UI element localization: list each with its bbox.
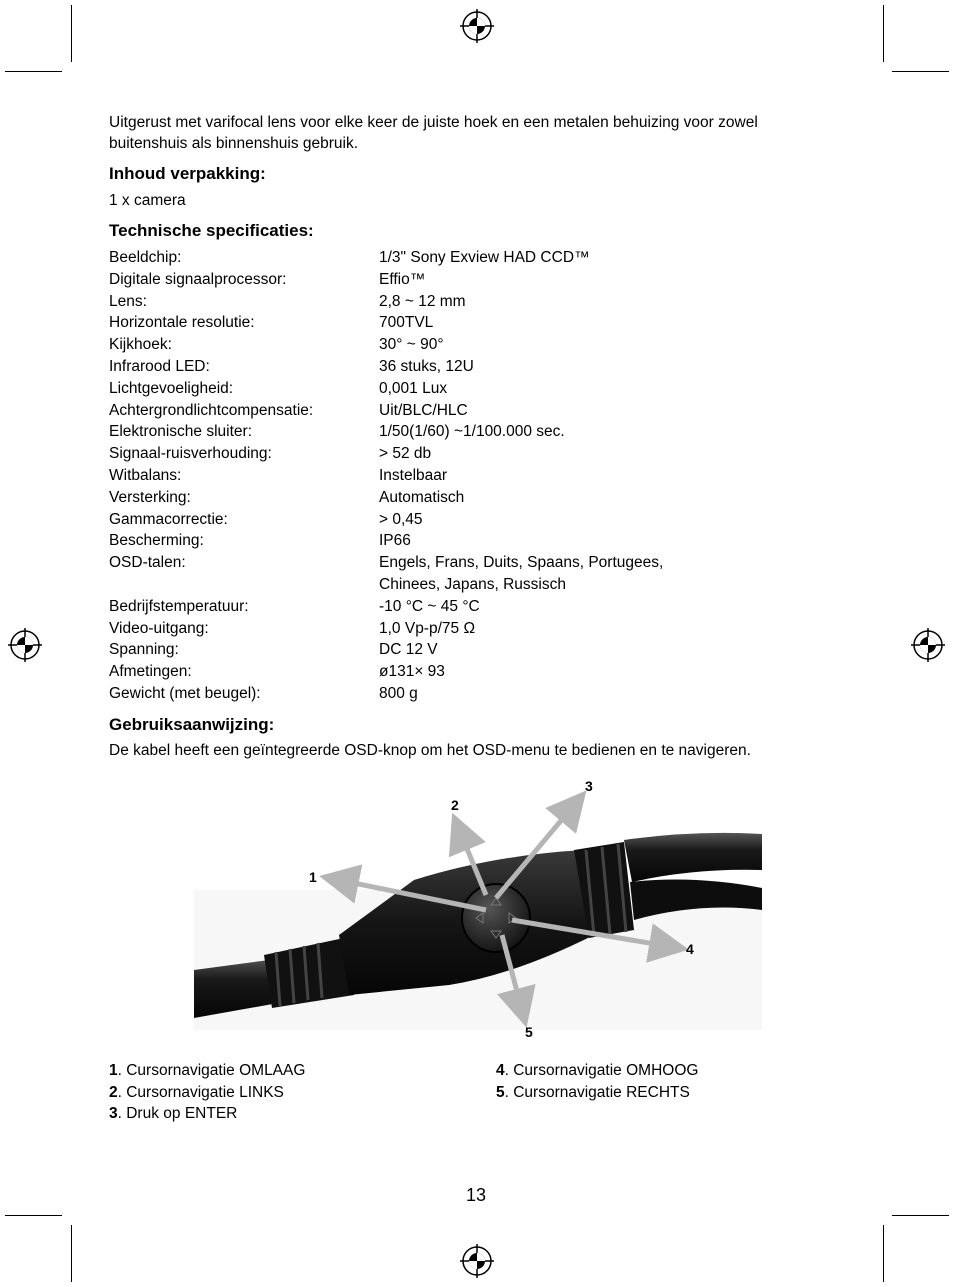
crop-mark <box>892 71 949 72</box>
legend-text: . Cursornavigatie RECHTS <box>504 1083 690 1101</box>
callout-1: 1 <box>309 869 317 885</box>
legend-left <box>109 1060 305 1125</box>
spec-label: Gammacorrectie: <box>109 510 228 528</box>
spec-value: IP66 <box>379 532 411 550</box>
registration-mark-icon <box>911 628 945 662</box>
legend-item <box>109 1060 305 1082</box>
spec-label: Infrarood LED: <box>109 357 210 375</box>
specs-table <box>109 247 809 705</box>
spec-value: 0,001 Lux <box>379 379 448 397</box>
spec-value: 1,0 Vp-p/75 Ω <box>379 619 476 637</box>
spec-row <box>109 596 809 618</box>
crop-mark <box>5 71 62 72</box>
registration-mark-icon <box>460 9 494 43</box>
crop-mark <box>892 1215 949 1216</box>
spec-row <box>109 465 809 487</box>
callout-2: 2 <box>451 797 459 813</box>
legend-item <box>109 1082 305 1104</box>
crop-mark <box>883 1225 884 1282</box>
spec-value: Automatisch <box>379 488 465 506</box>
spec-value: 1/3" Sony Exview HAD CCD™ <box>379 249 590 266</box>
registration-mark-icon <box>460 1244 494 1278</box>
spec-label: Beeldchip: <box>109 249 182 266</box>
legend-item <box>109 1103 305 1125</box>
spec-row <box>109 400 809 422</box>
spec-value: > 0,45 <box>379 510 423 528</box>
spec-label: Bedrijfstemperatuur: <box>109 597 249 615</box>
legend-number: 1 <box>109 1062 118 1079</box>
spec-value: ø131× 93 <box>379 663 445 681</box>
spec-value: 36 stuks, 12U <box>379 357 474 375</box>
spec-label: Video-uitgang: <box>109 619 209 637</box>
osd-button-photo <box>194 770 762 1045</box>
legend-text: . Cursornavigatie LINKS <box>117 1083 284 1101</box>
legend-item <box>496 1060 698 1082</box>
spec-row <box>109 247 809 269</box>
spec-row <box>109 269 809 291</box>
spec-label: Elektronische sluiter: <box>109 423 253 441</box>
spec-label: Bescherming: <box>109 532 204 550</box>
callout-3: 3 <box>585 778 593 794</box>
spec-value: DC 12 V <box>379 641 438 659</box>
spec-value: 1/50(1/60) ~1/100.000 sec. <box>379 423 565 441</box>
spec-value: Effio™ <box>379 270 426 288</box>
spec-label: Spanning: <box>109 641 179 659</box>
spec-row <box>109 443 809 465</box>
spec-value: 800 g <box>379 684 418 702</box>
legend-text: . Cursornavigatie OMHOOG <box>504 1062 699 1079</box>
spec-label: Digitale signaalprocessor: <box>109 270 287 288</box>
registration-mark-icon <box>8 628 42 662</box>
spec-row <box>109 683 809 705</box>
spec-row <box>109 421 809 443</box>
spec-value: > 52 db <box>379 445 432 463</box>
spec-label: Lichtgevoeligheid: <box>109 379 234 397</box>
usage-text: De kabel heeft een geïntegreerde OSD-knop om het OSD-menu te bedienen en te navigeren. <box>109 742 751 759</box>
spec-row <box>109 356 809 378</box>
spec-label: Gewicht (met beugel): <box>109 684 261 702</box>
page-number: 13 <box>466 1185 487 1205</box>
legend-text: . Cursornavigatie OMLAAG <box>117 1062 306 1079</box>
spec-value: 2,8 ~ 12 mm <box>379 292 466 310</box>
spec-label: Horizontale resolutie: <box>109 314 255 332</box>
spec-row <box>109 661 809 683</box>
spec-row <box>109 378 809 400</box>
spec-row <box>109 530 809 552</box>
legend-right <box>496 1060 698 1103</box>
callout-5: 5 <box>525 1024 533 1040</box>
spec-value: 30° ~ 90° <box>379 336 444 354</box>
legend-item <box>496 1082 698 1104</box>
spec-label: Lens: <box>109 292 147 310</box>
legend-text: . Druk op ENTER <box>117 1105 238 1123</box>
spec-label: Signaal-ruisverhouding: <box>109 445 272 463</box>
legend-number: 3 <box>109 1105 118 1123</box>
crop-mark <box>883 5 884 62</box>
legend-number: 4 <box>496 1062 505 1079</box>
specs-heading: Technische specificaties: <box>109 221 314 240</box>
spec-row <box>109 291 809 313</box>
crop-mark <box>71 5 72 62</box>
spec-row <box>109 509 809 531</box>
spec-value: Engels, Frans, Duits, Spaans, Portugees, Chinees, Japans, Russisch <box>379 554 664 593</box>
spec-value: -10 °C ~ 45 °C <box>379 597 480 615</box>
intro-paragraph: Uitgerust met varifocal lens voor elke keer de juiste hoek en een metalen behuizing voor zowel buitenshuis als binnenshuis gebruik. <box>109 114 758 152</box>
legend-number: 5 <box>496 1083 505 1101</box>
spec-value: Instelbaar <box>379 466 448 484</box>
spec-row <box>109 487 809 509</box>
callout-4: 4 <box>686 941 694 957</box>
spec-label: Achtergrondlichtcompensatie: <box>109 401 314 419</box>
spec-row <box>109 334 809 356</box>
package-content: 1 x camera <box>109 192 186 209</box>
package-heading: Inhoud verpakking: <box>109 164 266 183</box>
spec-label: Afmetingen: <box>109 663 192 681</box>
crop-mark <box>71 1225 72 1282</box>
spec-value: Uit/BLC/HLC <box>379 401 468 419</box>
spec-row <box>109 639 809 661</box>
spec-row <box>109 312 809 334</box>
spec-label: OSD-talen: <box>109 554 186 572</box>
spec-value: 700TVL <box>379 314 434 332</box>
spec-row <box>109 618 809 640</box>
spec-row <box>109 552 809 596</box>
spec-label: Kijkhoek: <box>109 336 172 354</box>
crop-mark <box>5 1215 62 1216</box>
spec-label: Versterking: <box>109 488 191 506</box>
usage-heading: Gebruiksaanwijzing: <box>109 715 275 734</box>
legend-number: 2 <box>109 1083 118 1101</box>
spec-label: Witbalans: <box>109 466 182 484</box>
